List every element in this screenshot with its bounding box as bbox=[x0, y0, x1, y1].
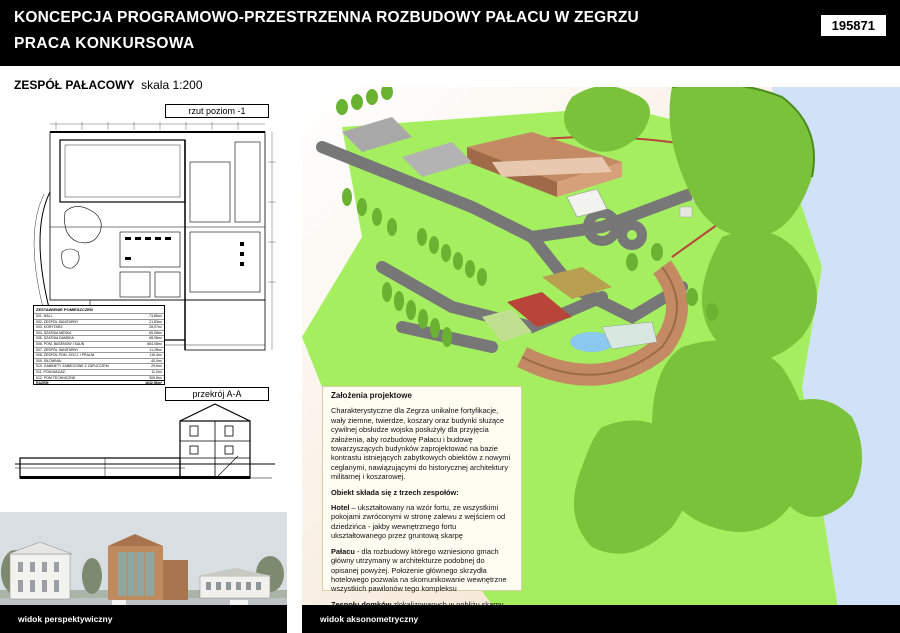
subheading-name: ZESPÓŁ PAŁACOWY bbox=[14, 78, 135, 92]
header-bar bbox=[0, 0, 900, 66]
description-palace: Pałacu - dla rozbudowy którego wzniesiono gmach główny utrzymany w architekturze podobnej do opisanej powyżej. Położenie głównego skrzydła hotelowego pozwala na skomunikowanie wewnętrzne wszystkich pawilonów tego kompleksu bbox=[331, 546, 507, 594]
room-row: 008. ZESPÓŁ POM. SOCJ. I PRALNI 115,4m² bbox=[36, 353, 162, 358]
description-hotel: Hotel – ukształtowany na wzór fortu, ze wszystkimi pokojami zwróconymi w stronę zalewu z wejściem od dziedzińca - jakby wewnętrznego fortu ukształtowanego przez gruntową skarpę bbox=[331, 503, 506, 541]
room-row: 006. POM. BASENOW I SAUN 664,08m² bbox=[36, 341, 162, 346]
description-intro: Charakterystyczne dla Zegrza unikalne fortyfikacje, wały ziemne, twierdze, koszary oraz budynki służące cywilnej obsłudze wojska posłużyły dla przyjęcia założenia, aby rozbudowę Pałacu i budowę towarzyszących budynków zaprojektować na bazie kontrastu istniejących zabytkowych obiektów z nowymi ceglanymi, nawiązującymi do historycznej architektury militarnej i koszarowej. bbox=[331, 406, 511, 482]
room-row: 009. SIŁOWNIA 40,0m² bbox=[36, 358, 162, 363]
section-drawing bbox=[10, 396, 282, 506]
room-row: 007. ZESPÓŁ SANITARNY 11,28m² bbox=[36, 347, 162, 352]
subheading-scale: skala 1:200 bbox=[141, 78, 203, 92]
title-line-1: KONCEPCJA PROGRAMOWO-PRZESTRZENNA ROZBUDOWY PAŁACU W ZEGRZU bbox=[14, 9, 639, 26]
plan-label: rzut poziom -1 bbox=[165, 104, 269, 118]
title-line-2: PRACA KONKURSOWA bbox=[14, 35, 195, 52]
room-row: 010. GABINETY ZABIEGOWE Z ZAPLECZEM 29,6m² bbox=[36, 364, 162, 369]
subheading bbox=[14, 78, 203, 92]
room-row: 002. ZESPÓŁ SANITARNY 21,83m² bbox=[36, 319, 162, 324]
room-row: 011. POM.MAGAZ. 11,0m² bbox=[36, 369, 162, 374]
room-schedule-title: ZESTAWIENIE POMIESZCZEŃ bbox=[36, 307, 93, 312]
perspective-caption: widok perspektywiczny bbox=[18, 614, 113, 624]
axonometric-caption-bar bbox=[302, 605, 900, 633]
project-description bbox=[322, 386, 522, 609]
room-row: 004. SZATNIA MĘSKA 65,08m² bbox=[36, 330, 162, 335]
room-total: RAZEM 1642,56m² bbox=[36, 381, 162, 386]
perspective-caption-bar bbox=[0, 605, 287, 633]
competition-code: 195871 bbox=[821, 15, 886, 36]
room-row: 003. KORYTARZ 26,07m² bbox=[36, 325, 162, 330]
description-houses: Zespołu domków zlokalizowanych w pobliżu skarpy. bbox=[331, 599, 506, 609]
room-row: 012. POM.TECHNICZNE 309,5m² bbox=[36, 375, 162, 380]
axonometric-caption: widok aksonometryczny bbox=[320, 614, 419, 624]
section-label: przekrój A-A bbox=[165, 387, 269, 401]
description-heading: Założenia projektowe bbox=[331, 391, 412, 400]
room-row: 001. HALL 73,86m² bbox=[36, 314, 162, 318]
room-row: 005. SZATNIA DAMSKA 65,08m² bbox=[36, 336, 162, 341]
room-schedule bbox=[33, 305, 165, 385]
description-composition: Obiekt składa się z trzech zespołów: bbox=[331, 487, 459, 497]
